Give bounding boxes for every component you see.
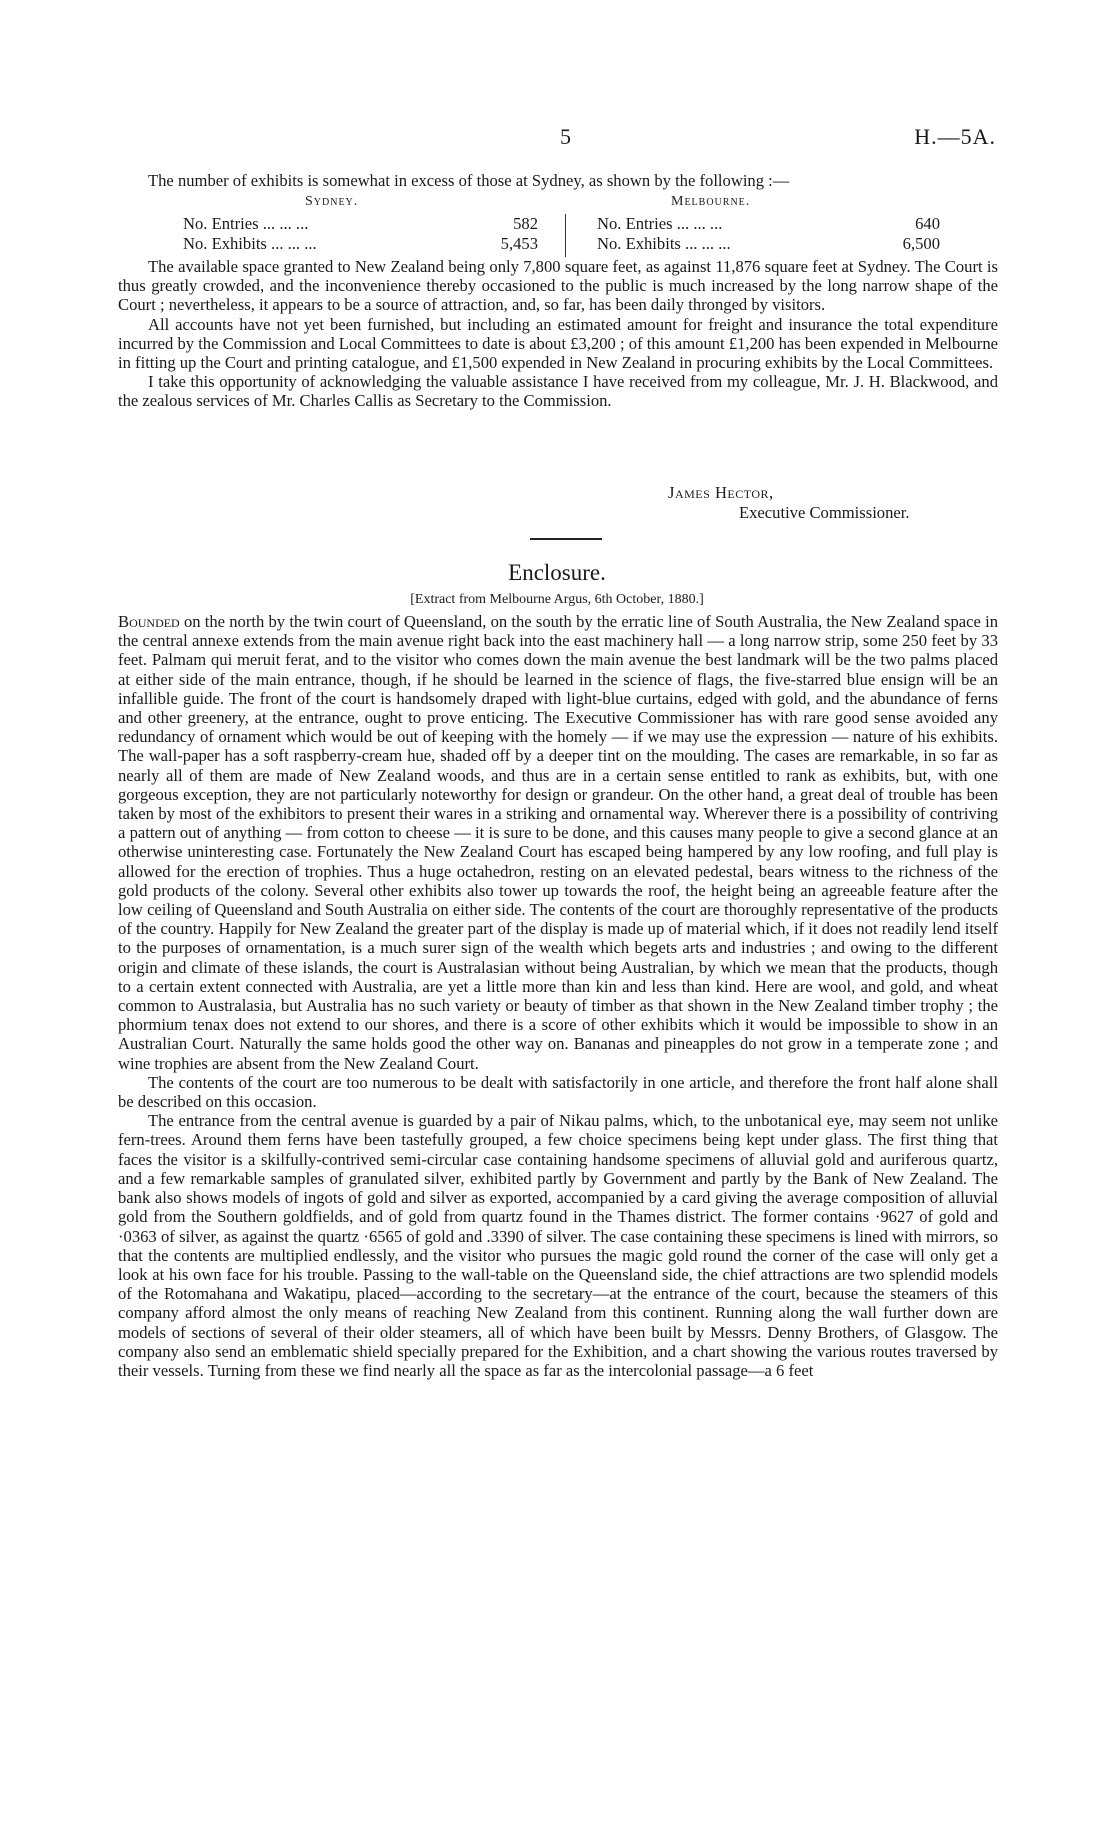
enclosure-body — [118, 612, 998, 1380]
sydney-heading: Sydney. — [305, 194, 359, 209]
sydney-exhibits-label: No. Exhibits ... ... ... — [183, 234, 317, 253]
drop-word: Bounded — [118, 612, 180, 631]
signature-name: James Hector, — [668, 483, 774, 502]
document-reference: H.—5A. — [914, 124, 996, 149]
enclosure-paragraph-2: The contents of the court are too numerous to be dealt with satisfactorily in one article, and therefore the front half alone shall be described on this occasion. — [118, 1072, 998, 1112]
signature-title: Executive Commissioner. — [739, 503, 910, 522]
acknowledgement-paragraph: I take this opportunity of acknowledging the valuable assistance I have received from my colleague, Mr. J. H. Blackwood, and the zealous services of Mr. Charles Callis as Secretary to the Commission. — [118, 372, 998, 411]
melbourne-entries-label: No. Entries ... ... ... — [597, 214, 723, 233]
report-body — [118, 257, 998, 411]
sydney-exhibits-value: 5,453 — [500, 234, 538, 253]
extract-source: [Extract from Melbourne Argus, 6th October, 1880.] — [410, 592, 704, 607]
comparison-table — [118, 194, 998, 257]
enclosure-paragraph-1-text: on the north by the twin court of Queensland, on the south by the erratic line of South Australia, the New Zealand space in the central annexe extends from the main avenue right back into the east machinery hall — a long narrow strip, some 250 feet by 33 feet. Palmam qui meruit ferat, and to the visitor who comes down the main avenue the best landmark will be the two palms placed at either side of the main entrance, though, if he should be learned in the science of flags, the five-starred blue ensign will be an infallible guide. The front of the court is handsomely draped with light-blue curtains, edged with gold, and the abundance of ferns and other greenery, at the entrance, ought to prove enticing. The Executive Commissioner has with rare good sense avoided any redundancy of ornament which would be out of keeping with the homely — if we may use the expression — nature of his exhibits. The wall-paper has a soft raspberry-cream hue, shaded off by a deeper tint on the moulding. The cases are remarkable, in so far as nearly all of them are made of New Zealand woods, and thus are in a certain sense entitled to rank as exhibits, but, with one gorgeous exception, they are not particularly noteworthy for design or grandeur. On the other hand, a great deal of trouble has been taken by most of the exhibitors to present their wares in a striking and ornamental way. Wherever there is a possibility of contriving a pattern out of anything — from cotton to cheese — it is sure to be done, and this causes many people to give a second glance at an otherwise uninteresting case. Fortunately the New Zealand Court has escaped being hampered by any low roofing, and full play is allowed for the erection of trophies. Thus a huge octahedron, resting on an elevated pedestal, bears witness to the richness of the gold products of the colony. Several other exhibits also tower up towards the roof, the height being an agreeable feature after the low ceiling of Queensland and South Australia on either side. The contents of the court are thoroughly representative of the products of the country. Happily for New Zealand the greater part of the display is made up of material which, if it does not readily lend itself to the purposes of ornamentation, is a much surer sign of the wealth which begets arts and industries ; and owing to the different origin and climate of these islands, the court is Australasian without being Australian, by which we mean that the products, though to a certain extent connected with Australia, are yet a little more than kin and less than kind. Here are wool, and gold, and wheat common to Australasia, but Australia has no such variety or beauty of timber as that shown in the New Zealand timber trophy ; the phormium tenax does not extend to our shores, and there is a score of other exhibits which it would be impossible to show in an Australian Court. Naturally the same holds good the other way on. Bananas and pineapples do not grow in a temperate zone ; and wine trophies are absent from the New Zealand Court. — [118, 612, 998, 1073]
enclosure-title: Enclosure. — [508, 560, 606, 585]
sydney-entries-value: 582 — [513, 214, 538, 233]
enclosure-paragraph-3: The entrance from the central avenue is guarded by a pair of Nikau palms, which, to the unbotanical eye, may seem not unlike fern-trees. Around them ferns have been tastefully grouped, a few choice specimens being kept under glass. The first thing that faces the visitor is a skilfully-contrived semi-circular case containing handsome specimens of alluvial gold and auriferous quartz, and a few remarkable samples of granulated silver, exhibited partly by Government and partly by the Bank of New Zealand. The bank also shows models of ingots of gold and silver as exported, accompanied by a card giving the average composition of alluvial gold from the Southern goldfields, and of gold from quartz found in the Thames district. The former contains ·9627 of gold and ·0363 of silver, as against the quartz ·6565 of gold and .3390 of silver. The case containing these specimens is lined with mirrors, so that the contents are multiplied endlessly, and the visitor who pursues the magic gold round the corner of the case will only get a look at his own face for his trouble. Passing to the wall-table on the Queensland side, the chief attractions are two splendid models of the Rotomahana and Wakatipu, placed—according to the secretary—at the entrance of the court, because the steamers of this company afford almost the only means of reaching New Zealand from this continent. Running along the wall further down are models of sections of several of their older steamers, all of which have been built by Messrs. Denny Brothers, of Glasgow. The company also send an emblematic shield specially prepared for the Exhibition, and a chart showing the various routes traversed by their vessels. Turning from these we find nearly all the space as far as the intercolonial passage—a 6 feet — [118, 1111, 998, 1380]
expenditure-paragraph: All accounts have not yet been furnished, but including an estimated amount for freight and insurance the total expenditure incurred by the Commission and Local Committees to date is about £3,200 ; of this amount £1,200 has been expended in Melbourne in fitting up the Court and printing catalogue, and £1,500 expended in New Zealand in procuring exhibits by the Local Committees. — [118, 314, 998, 373]
melbourne-exhibits-label: No. Exhibits ... ... ... — [597, 234, 731, 253]
table-divider — [565, 214, 566, 257]
section-rule — [530, 538, 602, 540]
sydney-entries-label: No. Entries ... ... ... — [183, 214, 309, 233]
enclosure-paragraph-1 — [118, 612, 998, 1073]
melbourne-entries-value: 640 — [915, 214, 940, 233]
page-header — [0, 124, 1114, 154]
melbourne-heading: Melbourne. — [671, 194, 751, 209]
page-number: 5 — [560, 124, 571, 149]
space-paragraph: The available space granted to New Zealand being only 7,800 square feet, as against 11,876 square feet at Sydney. The Court is thus greatly crowded, and the inconvenience thereby occasioned to the public is much increased by the long narrow shape of the Court ; nevertheless, it appears to be a source of attraction, and, so far, has been daily thronged by visitors. — [118, 257, 998, 315]
intro-paragraph: The number of exhibits is somewhat in excess of those at Sydney, as shown by the following :— — [148, 171, 790, 190]
melbourne-exhibits-value: 6,500 — [902, 234, 940, 253]
